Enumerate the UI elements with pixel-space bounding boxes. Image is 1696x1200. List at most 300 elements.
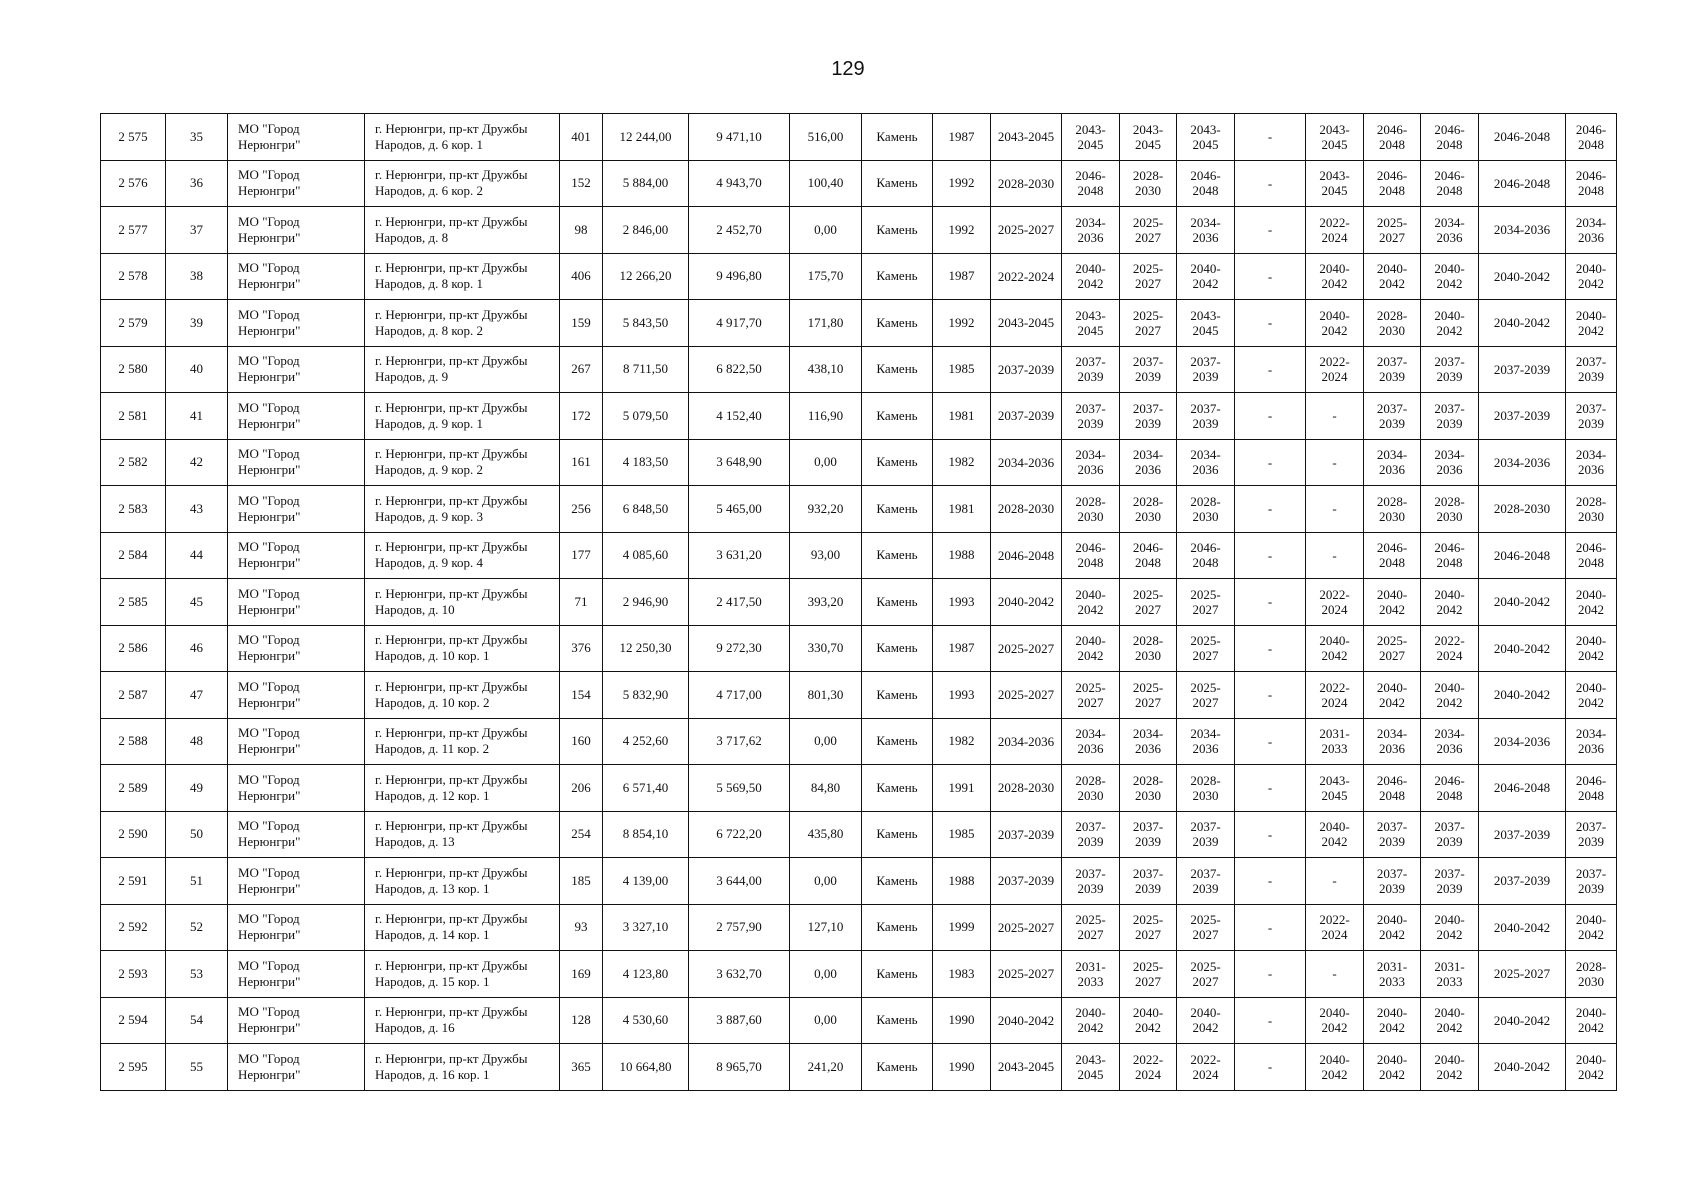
build-year-cell: 1993 (933, 672, 991, 719)
residents-count-cell: 267 (560, 346, 603, 393)
repair-period-6-cell: 2022-2024 (1306, 346, 1364, 393)
repair-period-5-cell: - (1235, 904, 1306, 951)
repair-period-8-cell: 2022-2024 (1421, 625, 1479, 672)
municipality-cell: МО "Город Нерюнгри" (228, 672, 365, 719)
wall-material-cell: Камень (862, 904, 933, 951)
address-cell: г. Нерюнгри, пр-кт Дружбы Народов, д. 10 кор. 2 (365, 672, 560, 719)
repair-period-9-cell: 2040-2042 (1479, 579, 1566, 626)
repair-period-5-cell: - (1235, 858, 1306, 905)
build-year-cell: 1992 (933, 300, 991, 347)
wall-material-cell: Камень (862, 114, 933, 161)
municipality-cell: МО "Город Нерюнгри" (228, 253, 365, 300)
wall-material-cell: Камень (862, 765, 933, 812)
residential-area-cell: 3 717,62 (689, 718, 790, 765)
repair-period-7-cell: 2031-2033 (1364, 951, 1421, 998)
repair-period-7-cell: 2034-2036 (1364, 439, 1421, 486)
total-area-cell: 5 832,90 (603, 672, 689, 719)
seq-number-cell: 2 584 (101, 532, 166, 579)
residential-area-cell: 2 757,90 (689, 904, 790, 951)
repair-period-6-cell: 2022-2024 (1306, 904, 1364, 951)
total-area-cell: 5 843,50 (603, 300, 689, 347)
nonresidential-area-cell: 0,00 (790, 858, 862, 905)
residential-area-cell: 9 496,80 (689, 253, 790, 300)
build-year-cell: 1993 (933, 579, 991, 626)
repair-period-2-cell: 2046-2048 (1062, 160, 1120, 207)
repair-period-10-cell: 2034-2036 (1566, 439, 1617, 486)
seq-number-cell: 2 583 (101, 486, 166, 533)
residential-area-cell: 4 943,70 (689, 160, 790, 207)
municipality-cell: МО "Город Нерюнгри" (228, 579, 365, 626)
repair-period-7-cell: 2040-2042 (1364, 997, 1421, 1044)
row-number-cell: 51 (166, 858, 228, 905)
row-number-cell: 42 (166, 439, 228, 486)
repair-period-4-cell: 2025-2027 (1177, 672, 1235, 719)
build-year-cell: 1982 (933, 439, 991, 486)
repair-period-4-cell: 2022-2024 (1177, 1044, 1235, 1091)
repair-period-4-cell: 2046-2048 (1177, 532, 1235, 579)
repair-period-7-cell: 2025-2027 (1364, 625, 1421, 672)
repair-period-10-cell: 2034-2036 (1566, 718, 1617, 765)
repair-period-10-cell: 2040-2042 (1566, 997, 1617, 1044)
municipality-cell: МО "Город Нерюнгри" (228, 858, 365, 905)
row-number-cell: 38 (166, 253, 228, 300)
repair-period-9-cell: 2040-2042 (1479, 625, 1566, 672)
repair-period-1-cell: 2040-2042 (991, 579, 1062, 626)
nonresidential-area-cell: 932,20 (790, 486, 862, 533)
nonresidential-area-cell: 801,30 (790, 672, 862, 719)
repair-period-3-cell: 2043-2045 (1120, 114, 1177, 161)
row-number-cell: 55 (166, 1044, 228, 1091)
repair-period-1-cell: 2028-2030 (991, 486, 1062, 533)
repair-period-8-cell: 2040-2042 (1421, 904, 1479, 951)
total-area-cell: 4 252,60 (603, 718, 689, 765)
repair-period-3-cell: 2028-2030 (1120, 160, 1177, 207)
repair-period-9-cell: 2037-2039 (1479, 393, 1566, 440)
nonresidential-area-cell: 0,00 (790, 718, 862, 765)
repair-period-8-cell: 2046-2048 (1421, 160, 1479, 207)
table-row (101, 765, 1617, 812)
address-cell: г. Нерюнгри, пр-кт Дружбы Народов, д. 6 кор. 2 (365, 160, 560, 207)
total-area-cell: 6 571,40 (603, 765, 689, 812)
residents-count-cell: 185 (560, 858, 603, 905)
build-year-cell: 1988 (933, 858, 991, 905)
nonresidential-area-cell: 241,20 (790, 1044, 862, 1091)
repair-period-9-cell: 2040-2042 (1479, 253, 1566, 300)
repair-period-2-cell: 2043-2045 (1062, 300, 1120, 347)
repair-period-9-cell: 2025-2027 (1479, 951, 1566, 998)
repair-period-8-cell: 2040-2042 (1421, 300, 1479, 347)
repair-period-10-cell: 2046-2048 (1566, 532, 1617, 579)
residents-count-cell: 152 (560, 160, 603, 207)
build-year-cell: 1990 (933, 997, 991, 1044)
wall-material-cell: Камень (862, 811, 933, 858)
repair-period-4-cell: 2034-2036 (1177, 207, 1235, 254)
repair-period-6-cell: 2031-2033 (1306, 718, 1364, 765)
repair-period-7-cell: 2046-2048 (1364, 532, 1421, 579)
address-cell: г. Нерюнгри, пр-кт Дружбы Народов, д. 8 кор. 1 (365, 253, 560, 300)
repair-period-2-cell: 2043-2045 (1062, 114, 1120, 161)
repair-period-8-cell: 2037-2039 (1421, 811, 1479, 858)
repair-period-5-cell: - (1235, 207, 1306, 254)
wall-material-cell: Камень (862, 1044, 933, 1091)
address-cell: г. Нерюнгри, пр-кт Дружбы Народов, д. 8 (365, 207, 560, 254)
table-row (101, 114, 1617, 161)
repair-period-3-cell: 2028-2030 (1120, 765, 1177, 812)
repair-period-7-cell: 2034-2036 (1364, 718, 1421, 765)
repair-period-5-cell: - (1235, 253, 1306, 300)
repair-period-2-cell: 2040-2042 (1062, 625, 1120, 672)
address-cell: г. Нерюнгри, пр-кт Дружбы Народов, д. 10 (365, 579, 560, 626)
repair-period-7-cell: 2040-2042 (1364, 253, 1421, 300)
municipality-cell: МО "Город Нерюнгри" (228, 997, 365, 1044)
repair-period-10-cell: 2037-2039 (1566, 393, 1617, 440)
repair-period-9-cell: 2037-2039 (1479, 858, 1566, 905)
table-row (101, 579, 1617, 626)
total-area-cell: 5 884,00 (603, 160, 689, 207)
repair-period-1-cell: 2022-2024 (991, 253, 1062, 300)
seq-number-cell: 2 591 (101, 858, 166, 905)
repair-period-1-cell: 2037-2039 (991, 346, 1062, 393)
residential-area-cell: 4 717,00 (689, 672, 790, 719)
residents-count-cell: 98 (560, 207, 603, 254)
repair-period-9-cell: 2034-2036 (1479, 718, 1566, 765)
table-row (101, 532, 1617, 579)
repair-period-6-cell: 2040-2042 (1306, 811, 1364, 858)
repair-period-10-cell: 2040-2042 (1566, 1044, 1617, 1091)
repair-period-10-cell: 2028-2030 (1566, 486, 1617, 533)
residents-count-cell: 206 (560, 765, 603, 812)
address-cell: г. Нерюнгри, пр-кт Дружбы Народов, д. 9 кор. 3 (365, 486, 560, 533)
repair-period-5-cell: - (1235, 579, 1306, 626)
wall-material-cell: Камень (862, 951, 933, 998)
build-year-cell: 1981 (933, 393, 991, 440)
repair-period-1-cell: 2043-2045 (991, 300, 1062, 347)
residents-count-cell: 256 (560, 486, 603, 533)
wall-material-cell: Камень (862, 718, 933, 765)
seq-number-cell: 2 595 (101, 1044, 166, 1091)
address-cell: г. Нерюнгри, пр-кт Дружбы Народов, д. 15 кор. 1 (365, 951, 560, 998)
residential-area-cell: 6 822,50 (689, 346, 790, 393)
repair-period-3-cell: 2025-2027 (1120, 672, 1177, 719)
build-year-cell: 1983 (933, 951, 991, 998)
repair-period-8-cell: 2037-2039 (1421, 393, 1479, 440)
repair-period-10-cell: 2040-2042 (1566, 253, 1617, 300)
build-year-cell: 1985 (933, 346, 991, 393)
repair-period-6-cell: - (1306, 951, 1364, 998)
repair-period-4-cell: 2025-2027 (1177, 625, 1235, 672)
residential-area-cell: 5 569,50 (689, 765, 790, 812)
repair-period-5-cell: - (1235, 625, 1306, 672)
repair-period-1-cell: 2025-2027 (991, 625, 1062, 672)
residents-count-cell: 169 (560, 951, 603, 998)
repair-period-8-cell: 2046-2048 (1421, 765, 1479, 812)
address-cell: г. Нерюнгри, пр-кт Дружбы Народов, д. 9 кор. 4 (365, 532, 560, 579)
repair-period-2-cell: 2040-2042 (1062, 997, 1120, 1044)
residential-area-cell: 3 648,90 (689, 439, 790, 486)
municipality-cell: МО "Город Нерюнгри" (228, 346, 365, 393)
repair-period-8-cell: 2034-2036 (1421, 718, 1479, 765)
repair-period-4-cell: 2037-2039 (1177, 811, 1235, 858)
repair-period-1-cell: 2025-2027 (991, 672, 1062, 719)
repair-period-10-cell: 2040-2042 (1566, 904, 1617, 951)
repair-period-10-cell: 2046-2048 (1566, 765, 1617, 812)
wall-material-cell: Камень (862, 439, 933, 486)
repair-period-9-cell: 2028-2030 (1479, 486, 1566, 533)
table-row (101, 904, 1617, 951)
residents-count-cell: 401 (560, 114, 603, 161)
repair-period-1-cell: 2037-2039 (991, 858, 1062, 905)
residents-count-cell: 128 (560, 997, 603, 1044)
repair-period-1-cell: 2046-2048 (991, 532, 1062, 579)
repair-period-6-cell: 2040-2042 (1306, 253, 1364, 300)
repair-period-2-cell: 2037-2039 (1062, 393, 1120, 440)
nonresidential-area-cell: 175,70 (790, 253, 862, 300)
repair-period-3-cell: 2025-2027 (1120, 951, 1177, 998)
seq-number-cell: 2 576 (101, 160, 166, 207)
residential-area-cell: 4 152,40 (689, 393, 790, 440)
table-row (101, 300, 1617, 347)
residential-area-cell: 9 272,30 (689, 625, 790, 672)
nonresidential-area-cell: 516,00 (790, 114, 862, 161)
repair-period-2-cell: 2037-2039 (1062, 346, 1120, 393)
build-year-cell: 1985 (933, 811, 991, 858)
wall-material-cell: Камень (862, 253, 933, 300)
repair-period-1-cell: 2043-2045 (991, 1044, 1062, 1091)
build-year-cell: 1982 (933, 718, 991, 765)
repair-period-1-cell: 2034-2036 (991, 439, 1062, 486)
repair-period-3-cell: 2040-2042 (1120, 997, 1177, 1044)
repair-period-7-cell: 2037-2039 (1364, 346, 1421, 393)
repair-period-2-cell: 2034-2036 (1062, 207, 1120, 254)
seq-number-cell: 2 593 (101, 951, 166, 998)
residents-count-cell: 154 (560, 672, 603, 719)
repair-period-10-cell: 2046-2048 (1566, 114, 1617, 161)
residential-area-cell: 3 631,20 (689, 532, 790, 579)
repair-period-4-cell: 2043-2045 (1177, 114, 1235, 161)
wall-material-cell: Камень (862, 858, 933, 905)
total-area-cell: 2 946,90 (603, 579, 689, 626)
repair-period-4-cell: 2025-2027 (1177, 904, 1235, 951)
residents-count-cell: 376 (560, 625, 603, 672)
wall-material-cell: Камень (862, 346, 933, 393)
build-year-cell: 1992 (933, 160, 991, 207)
build-year-cell: 1999 (933, 904, 991, 951)
nonresidential-area-cell: 393,20 (790, 579, 862, 626)
row-number-cell: 36 (166, 160, 228, 207)
repair-period-9-cell: 2040-2042 (1479, 1044, 1566, 1091)
table-row (101, 346, 1617, 393)
repair-period-6-cell: 2043-2045 (1306, 114, 1364, 161)
address-cell: г. Нерюнгри, пр-кт Дружбы Народов, д. 6 кор. 1 (365, 114, 560, 161)
repair-period-5-cell: - (1235, 114, 1306, 161)
residential-area-cell: 5 465,00 (689, 486, 790, 533)
wall-material-cell: Камень (862, 672, 933, 719)
total-area-cell: 12 250,30 (603, 625, 689, 672)
repair-period-4-cell: 2025-2027 (1177, 579, 1235, 626)
housing-registry-table (100, 113, 1617, 1091)
repair-period-5-cell: - (1235, 718, 1306, 765)
address-cell: г. Нерюнгри, пр-кт Дружбы Народов, д. 16 (365, 997, 560, 1044)
repair-period-3-cell: 2028-2030 (1120, 625, 1177, 672)
repair-period-5-cell: - (1235, 951, 1306, 998)
repair-period-9-cell: 2037-2039 (1479, 346, 1566, 393)
repair-period-4-cell: 2040-2042 (1177, 253, 1235, 300)
address-cell: г. Нерюнгри, пр-кт Дружбы Народов, д. 16 кор. 1 (365, 1044, 560, 1091)
residents-count-cell: 406 (560, 253, 603, 300)
seq-number-cell: 2 575 (101, 114, 166, 161)
table-row (101, 718, 1617, 765)
seq-number-cell: 2 581 (101, 393, 166, 440)
repair-period-8-cell: 2034-2036 (1421, 439, 1479, 486)
municipality-cell: МО "Город Нерюнгри" (228, 300, 365, 347)
table-row (101, 253, 1617, 300)
total-area-cell: 8 711,50 (603, 346, 689, 393)
residential-area-cell: 3 632,70 (689, 951, 790, 998)
repair-period-6-cell: 2022-2024 (1306, 579, 1364, 626)
repair-period-6-cell: - (1306, 858, 1364, 905)
repair-period-5-cell: - (1235, 532, 1306, 579)
repair-period-4-cell: 2040-2042 (1177, 997, 1235, 1044)
wall-material-cell: Камень (862, 486, 933, 533)
repair-period-9-cell: 2037-2039 (1479, 811, 1566, 858)
municipality-cell: МО "Город Нерюнгри" (228, 393, 365, 440)
repair-period-4-cell: 2046-2048 (1177, 160, 1235, 207)
wall-material-cell: Камень (862, 532, 933, 579)
repair-period-3-cell: 2025-2027 (1120, 253, 1177, 300)
total-area-cell: 4 139,00 (603, 858, 689, 905)
build-year-cell: 1987 (933, 253, 991, 300)
repair-period-3-cell: 2037-2039 (1120, 393, 1177, 440)
repair-period-7-cell: 2040-2042 (1364, 1044, 1421, 1091)
repair-period-2-cell: 2028-2030 (1062, 486, 1120, 533)
table-row (101, 393, 1617, 440)
repair-period-10-cell: 2037-2039 (1566, 346, 1617, 393)
build-year-cell: 1987 (933, 625, 991, 672)
repair-period-4-cell: 2037-2039 (1177, 346, 1235, 393)
repair-period-3-cell: 2037-2039 (1120, 346, 1177, 393)
municipality-cell: МО "Город Нерюнгри" (228, 811, 365, 858)
nonresidential-area-cell: 0,00 (790, 997, 862, 1044)
repair-period-6-cell: - (1306, 393, 1364, 440)
repair-period-1-cell: 2037-2039 (991, 393, 1062, 440)
row-number-cell: 48 (166, 718, 228, 765)
repair-period-2-cell: 2034-2036 (1062, 439, 1120, 486)
total-area-cell: 12 244,00 (603, 114, 689, 161)
address-cell: г. Нерюнгри, пр-кт Дружбы Народов, д. 12 кор. 1 (365, 765, 560, 812)
wall-material-cell: Камень (862, 579, 933, 626)
row-number-cell: 43 (166, 486, 228, 533)
table-row (101, 997, 1617, 1044)
table-row (101, 160, 1617, 207)
repair-period-6-cell: - (1306, 532, 1364, 579)
repair-period-1-cell: 2034-2036 (991, 718, 1062, 765)
address-cell: г. Нерюнгри, пр-кт Дружбы Народов, д. 10 кор. 1 (365, 625, 560, 672)
repair-period-5-cell: - (1235, 672, 1306, 719)
nonresidential-area-cell: 93,00 (790, 532, 862, 579)
nonresidential-area-cell: 438,10 (790, 346, 862, 393)
address-cell: г. Нерюнгри, пр-кт Дружбы Народов, д. 8 кор. 2 (365, 300, 560, 347)
repair-period-3-cell: 2028-2030 (1120, 486, 1177, 533)
table-row (101, 1044, 1617, 1091)
total-area-cell: 5 079,50 (603, 393, 689, 440)
seq-number-cell: 2 588 (101, 718, 166, 765)
repair-period-1-cell: 2028-2030 (991, 160, 1062, 207)
nonresidential-area-cell: 84,80 (790, 765, 862, 812)
repair-period-7-cell: 2037-2039 (1364, 811, 1421, 858)
seq-number-cell: 2 582 (101, 439, 166, 486)
residential-area-cell: 3 887,60 (689, 997, 790, 1044)
repair-period-5-cell: - (1235, 346, 1306, 393)
repair-period-1-cell: 2025-2027 (991, 951, 1062, 998)
seq-number-cell: 2 587 (101, 672, 166, 719)
repair-period-3-cell: 2025-2027 (1120, 904, 1177, 951)
repair-period-10-cell: 2040-2042 (1566, 625, 1617, 672)
seq-number-cell: 2 586 (101, 625, 166, 672)
repair-period-7-cell: 2046-2048 (1364, 114, 1421, 161)
repair-period-4-cell: 2037-2039 (1177, 858, 1235, 905)
repair-period-8-cell: 2037-2039 (1421, 858, 1479, 905)
build-year-cell: 1981 (933, 486, 991, 533)
row-number-cell: 44 (166, 532, 228, 579)
repair-period-4-cell: 2028-2030 (1177, 486, 1235, 533)
repair-period-2-cell: 2025-2027 (1062, 672, 1120, 719)
total-area-cell: 2 846,00 (603, 207, 689, 254)
nonresidential-area-cell: 0,00 (790, 207, 862, 254)
table-row (101, 951, 1617, 998)
repair-period-4-cell: 2037-2039 (1177, 393, 1235, 440)
repair-period-3-cell: 2034-2036 (1120, 718, 1177, 765)
build-year-cell: 1991 (933, 765, 991, 812)
municipality-cell: МО "Город Нерюнгри" (228, 439, 365, 486)
residential-area-cell: 2 417,50 (689, 579, 790, 626)
repair-period-2-cell: 2043-2045 (1062, 1044, 1120, 1091)
repair-period-7-cell: 2028-2030 (1364, 486, 1421, 533)
repair-period-8-cell: 2040-2042 (1421, 997, 1479, 1044)
row-number-cell: 53 (166, 951, 228, 998)
build-year-cell: 1992 (933, 207, 991, 254)
residents-count-cell: 365 (560, 1044, 603, 1091)
repair-period-7-cell: 2037-2039 (1364, 393, 1421, 440)
repair-period-2-cell: 2040-2042 (1062, 579, 1120, 626)
repair-period-10-cell: 2034-2036 (1566, 207, 1617, 254)
repair-period-3-cell: 2022-2024 (1120, 1044, 1177, 1091)
repair-period-7-cell: 2046-2048 (1364, 765, 1421, 812)
residential-area-cell: 6 722,20 (689, 811, 790, 858)
residents-count-cell: 254 (560, 811, 603, 858)
repair-period-5-cell: - (1235, 300, 1306, 347)
repair-period-4-cell: 2034-2036 (1177, 718, 1235, 765)
residents-count-cell: 71 (560, 579, 603, 626)
repair-period-6-cell: - (1306, 486, 1364, 533)
residential-area-cell: 3 644,00 (689, 858, 790, 905)
repair-period-9-cell: 2046-2048 (1479, 532, 1566, 579)
address-cell: г. Нерюнгри, пр-кт Дружбы Народов, д. 9 кор. 1 (365, 393, 560, 440)
total-area-cell: 10 664,80 (603, 1044, 689, 1091)
repair-period-10-cell: 2046-2048 (1566, 160, 1617, 207)
repair-period-6-cell: 2043-2045 (1306, 765, 1364, 812)
repair-period-8-cell: 2031-2033 (1421, 951, 1479, 998)
address-cell: г. Нерюнгри, пр-кт Дружбы Народов, д. 13 кор. 1 (365, 858, 560, 905)
seq-number-cell: 2 590 (101, 811, 166, 858)
repair-period-8-cell: 2040-2042 (1421, 1044, 1479, 1091)
repair-period-6-cell: 2040-2042 (1306, 625, 1364, 672)
table-row (101, 625, 1617, 672)
row-number-cell: 37 (166, 207, 228, 254)
repair-period-2-cell: 2040-2042 (1062, 253, 1120, 300)
wall-material-cell: Камень (862, 997, 933, 1044)
repair-period-7-cell: 2040-2042 (1364, 579, 1421, 626)
repair-period-8-cell: 2040-2042 (1421, 253, 1479, 300)
